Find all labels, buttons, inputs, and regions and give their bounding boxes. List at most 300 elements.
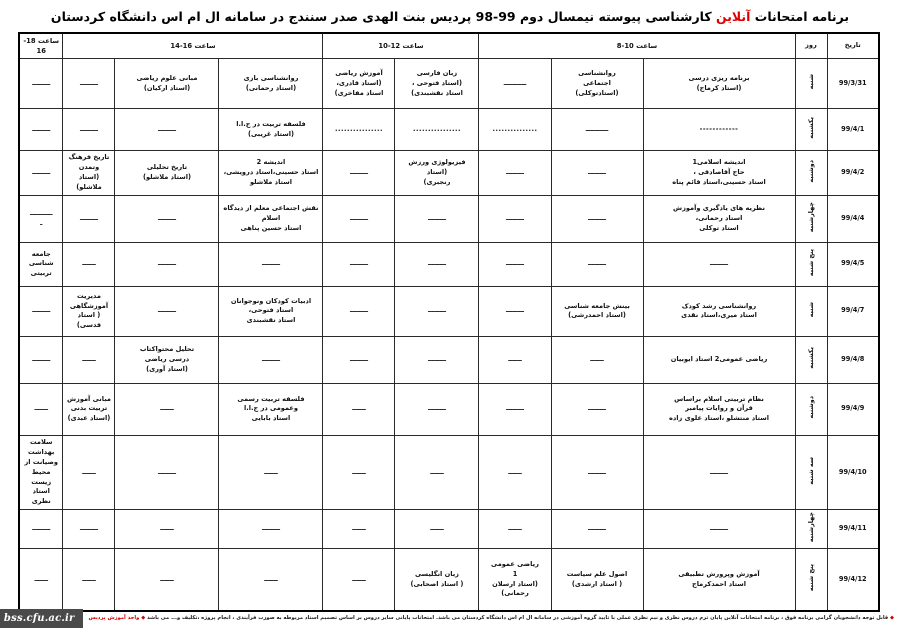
cell-line: ــــــــ (427, 306, 446, 315)
cell-line: (استاد احمدرشی) (568, 311, 626, 320)
cell-empty (643, 435, 795, 509)
cell-exam (19, 195, 63, 242)
table-row (19, 510, 879, 549)
cell-line: ــــــ (508, 354, 522, 363)
cell-line: فلسفه تربیت در ج.ا.ا (236, 119, 306, 128)
cell-line: (استاد ارسلان (492, 579, 538, 588)
cell-empty (323, 435, 395, 509)
cell-line: ــــــ (82, 354, 96, 363)
cell-day (795, 242, 827, 286)
cell-line: ............... (492, 124, 538, 133)
cell-line: برنامه ریزی درسی (688, 73, 750, 82)
day-label: شنبه (806, 301, 815, 318)
cell-line: ــــــــ (427, 404, 446, 413)
cell-empty (19, 383, 63, 435)
table-row (19, 336, 879, 383)
schedule-table-container (20, 32, 880, 612)
cell-day (795, 336, 827, 383)
cell-empty (395, 336, 479, 383)
cell-line: ( استاد قدسی) (76, 311, 102, 330)
cell-line: ــــــــ (349, 168, 368, 177)
cell-empty (19, 286, 63, 336)
cell-line: ــــــــ (587, 259, 607, 268)
cell-empty (323, 383, 395, 435)
cell-line: ــــــــــ (29, 209, 53, 218)
table-header-row (19, 33, 879, 59)
cell-line: (استاد قادری، (336, 78, 382, 87)
cell-empty (479, 109, 551, 151)
cell-empty (115, 383, 219, 435)
cell-day (795, 109, 827, 151)
cell-line: (استاد ملاشلو) (76, 173, 102, 192)
cell-exam (395, 59, 479, 109)
cell-line: ــــــــ (157, 259, 176, 268)
cell-empty (643, 242, 795, 286)
cell-line: استاد حسینی،استاد درویشی، (223, 168, 319, 177)
cell-line: استاد ملاشلو (249, 178, 292, 187)
table-row (19, 109, 879, 151)
cell-line: ــــــ (508, 467, 522, 476)
cell-day (795, 549, 827, 611)
cell-line: ــــــــ (587, 404, 607, 413)
cell-empty (219, 242, 323, 286)
table-row (19, 242, 879, 286)
cell-line: استاد مفاخری) (334, 88, 384, 97)
cell-line: (استاد عبدی) (67, 414, 111, 423)
cell-line: 1 (512, 569, 518, 578)
cell-empty (323, 242, 395, 286)
cell-exam (219, 286, 323, 336)
cell-exam (19, 435, 63, 509)
cell-line: ................ (412, 124, 462, 133)
cell-empty (323, 286, 395, 336)
cell-line: ــــــــ (79, 213, 98, 222)
cell-line: ــــــــــ (585, 124, 609, 133)
cell-date: 99/4/12 (827, 549, 879, 611)
cell-line: ــــــــ (709, 467, 729, 476)
cell-day (795, 510, 827, 549)
cell-line: آموزش ریاضی (335, 69, 383, 78)
cell-line: تحلیل محتواکتاب (139, 345, 195, 354)
cell-empty (551, 195, 643, 242)
cell-empty (643, 510, 795, 549)
cell-line: ــــــــ (32, 306, 51, 315)
cell-line: ــــــــ (79, 524, 98, 533)
cell-day (795, 59, 827, 109)
cell-line: ــــــ (352, 574, 366, 583)
cell-line: اصول علم سیاست (566, 569, 628, 578)
cell-empty (479, 435, 551, 509)
cell-empty (63, 336, 115, 383)
schedule-table (18, 32, 880, 612)
note-marker-end-icon: ◆ (141, 615, 146, 621)
cell-line: جامعه شناسی (28, 249, 54, 268)
cell-empty (63, 195, 115, 242)
cell-empty (115, 435, 219, 509)
cell-line: اسلام (261, 213, 281, 222)
day-label: دوشنبه (806, 396, 815, 419)
cell-day (795, 151, 827, 196)
cell-day (795, 383, 827, 435)
cell-line: ــــــــ (505, 306, 524, 315)
cell-date: 99/4/11 (827, 510, 879, 549)
cell-exam (551, 59, 643, 109)
header-slot-16-18: ساعت 18-16 (19, 33, 63, 59)
cell-line: ــــــــ (157, 124, 176, 133)
cell-empty (551, 151, 643, 196)
day-label: پنج شنبه (806, 564, 815, 592)
cell-line: ــــــــ (79, 124, 98, 133)
cell-line: ــــــــ (32, 78, 51, 87)
cell-line: ــــــــ (32, 524, 51, 533)
cell-empty (395, 383, 479, 435)
cell-line: (استاد غریبی) (247, 129, 295, 138)
cell-line: ( استاد ارشدی) (571, 579, 623, 588)
title-highlight: آنلاین (715, 9, 751, 24)
table-row (19, 195, 879, 242)
cell-line: ــــــــ (261, 354, 280, 363)
cell-line: ــــــــ (427, 259, 446, 268)
cell-line: ریاضی عمومی2 استاد ایوبیان (670, 354, 768, 363)
cell-empty (479, 195, 551, 242)
cell-line: رنجبری) (423, 178, 451, 187)
cell-line: استاد نظری (31, 487, 51, 506)
cell-empty (115, 510, 219, 549)
cell-line: ــــــــ (427, 354, 446, 363)
cell-line: ــــــ (160, 404, 174, 413)
cell-empty (551, 435, 643, 509)
cell-line: مدیریت آموزشگاهی (69, 291, 109, 310)
cell-empty (19, 336, 63, 383)
cell-empty (323, 109, 395, 151)
cell-day (795, 435, 827, 509)
cell-empty (323, 336, 395, 383)
cell-line: ــــــ (352, 404, 366, 413)
cell-exam (19, 242, 63, 286)
cell-date: 99/4/8 (827, 336, 879, 383)
cell-exam (551, 286, 643, 336)
cell-line: ــــــــ (157, 306, 176, 315)
cell-line: زبان انگلیسی (414, 569, 459, 578)
cell-line: روانشناسی بازی (243, 73, 299, 82)
cell-line: استاد توکلی (699, 223, 739, 232)
cell-exam (643, 286, 795, 336)
cell-line: روانشناسی رشد کودک (681, 301, 757, 310)
cell-date: 99/4/2 (827, 151, 879, 196)
cell-date: 99/4/7 (827, 286, 879, 336)
cell-empty (219, 435, 323, 509)
cell-line: اندیشه 2 (256, 158, 286, 167)
cell-empty (551, 242, 643, 286)
title-prefix: برنامه امتحانات (750, 9, 850, 24)
cell-line: ریاضی عمومی (491, 559, 539, 568)
cell-line: ــــــــ (349, 213, 368, 222)
cell-line: بینش جامعه شناسی (564, 301, 630, 310)
cell-line: استاد فتوحی، (248, 306, 294, 315)
site-url-badge[interactable] (0, 609, 83, 628)
cell-exam (115, 151, 219, 196)
cell-exam (219, 195, 323, 242)
header-date: تاریخ (827, 33, 879, 59)
cell-empty (395, 510, 479, 549)
cell-line: تاریخ فرهنگ وتمدن (68, 153, 110, 172)
table-row (19, 286, 879, 336)
day-label: شنبه (806, 74, 815, 90)
cell-line: استاد احمدکرماج (691, 579, 747, 588)
cell-exam (551, 549, 643, 611)
cell-line: (استاد ملاشلو) (142, 173, 191, 182)
cell-line: (استادتوکلی) (575, 88, 619, 97)
cell-line: استاد نقشبندی (246, 316, 296, 325)
cell-line: ــــــــ (157, 467, 176, 476)
cell-empty (479, 151, 551, 196)
cell-empty (219, 549, 323, 611)
cell-line: ------------ (699, 124, 739, 133)
cell-empty (115, 195, 219, 242)
cell-line: آموزش وپرورش تطبیقی (678, 569, 760, 578)
cell-line: ــــــــ (505, 259, 524, 268)
cell-line: فلسفه تربیت رسمی (237, 394, 305, 403)
cell-line: ( استاد اصحابی) (410, 579, 464, 588)
cell-empty (551, 383, 643, 435)
cell-line: استاد منتشلو ،استاد علوی زاده (669, 414, 769, 423)
cell-exam (219, 59, 323, 109)
cell-line: درسی ریاضی (144, 354, 190, 363)
cell-empty (479, 383, 551, 435)
cell-exam (479, 549, 551, 611)
cell-empty (219, 336, 323, 383)
cell-line: ــــــــ (587, 213, 607, 222)
cell-empty (643, 109, 795, 151)
cell-exam (63, 286, 115, 336)
cell-empty (19, 549, 63, 611)
note-marker-start-icon: ◆ (890, 615, 894, 621)
cell-line: ــــــــ (261, 259, 280, 268)
cell-empty (479, 59, 551, 109)
cell-line: ــــــــ (157, 213, 176, 222)
cell-line: ــــــــ (261, 524, 280, 533)
cell-line: ــــــ (264, 467, 278, 476)
cell-line: ــــــــ (32, 124, 51, 133)
cell-date: 99/4/10 (827, 435, 879, 509)
day-label: یکشنبه (806, 117, 815, 139)
cell-line: ــــــــ (349, 354, 368, 363)
cell-exam (219, 383, 323, 435)
cell-empty (63, 109, 115, 151)
cell-line: ــــــ (508, 524, 522, 533)
cell-exam (219, 151, 323, 196)
cell-line: ــــــــ (709, 524, 729, 533)
cell-line: ــــــ (352, 467, 366, 476)
cell-date: 99/4/4 (827, 195, 879, 242)
cell-empty (395, 109, 479, 151)
day-label: چهارشنبه (806, 512, 815, 543)
cell-empty (479, 336, 551, 383)
cell-line: ــــــ (264, 574, 278, 583)
cell-line: سلامت بهداشت (28, 437, 55, 456)
day-label: چهارشنبه (806, 201, 815, 233)
cell-day (795, 195, 827, 242)
cell-line: استاد نقشبندی) (411, 88, 463, 97)
cell-line: ــــــ (82, 259, 96, 268)
cell-exam (643, 59, 795, 109)
cell-line: ــــــــ (32, 354, 51, 363)
cell-exam (643, 195, 795, 242)
cell-line: ــــــــ (349, 306, 368, 315)
cell-empty (395, 242, 479, 286)
cell-empty (63, 435, 115, 509)
cell-line: ــــــ (82, 574, 96, 583)
cell-exam (115, 336, 219, 383)
schedule-table-body (19, 59, 879, 611)
cell-exam (643, 336, 795, 383)
cell-line: استاد بابایی (251, 414, 291, 423)
cell-exam (643, 151, 795, 196)
day-label: یکشنبه (806, 347, 815, 369)
cell-line: وصیانت از (24, 457, 58, 466)
cell-line: استاد میری،استاد نقدی (681, 311, 757, 320)
cell-line: فیزیولوژی ورزش (استاد (408, 158, 466, 177)
cell-line: ــــــــ (79, 78, 98, 87)
cell-line: ــــــــ (349, 259, 368, 268)
header-slot-8-10: ساعت 10-8 (479, 33, 795, 59)
cell-empty (395, 195, 479, 242)
day-label: پنج شنبه (806, 248, 815, 277)
cell-line: روانشناسی (578, 69, 616, 78)
cell-line: تاریخ تحلیلی (146, 163, 188, 172)
cell-exam (323, 59, 395, 109)
cell-line: اجتماعی (583, 78, 611, 87)
cell-empty (115, 286, 219, 336)
cell-empty (63, 549, 115, 611)
cell-exam (395, 549, 479, 611)
cell-line: ــــــ (430, 524, 444, 533)
cell-exam (63, 151, 115, 196)
cell-line: حاج آقاصادقی ، (693, 168, 745, 177)
cell-line: ــــــ (352, 524, 366, 533)
cell-empty (551, 336, 643, 383)
cell-line: ــــــ (430, 467, 444, 476)
cell-exam (115, 59, 219, 109)
cell-date: 99/4/9 (827, 383, 879, 435)
cell-empty (115, 242, 219, 286)
cell-line: (استاد کرماج) (696, 83, 742, 92)
cell-line: ــــــ (82, 467, 96, 476)
cell-empty (479, 286, 551, 336)
cell-exam (395, 151, 479, 196)
note-tail: واحد آموزش پردیس (88, 615, 140, 621)
cell-line: اندیشه اسلامی1 (692, 158, 746, 167)
cell-exam (643, 549, 795, 611)
cell-empty (63, 242, 115, 286)
footer (0, 606, 900, 630)
cell-exam (219, 109, 323, 151)
cell-line: ـ (40, 218, 43, 227)
cell-empty (323, 549, 395, 611)
cell-line: محیط زیست (31, 467, 52, 486)
header-slot-10-12: ساعت 12-10 (323, 33, 479, 59)
cell-line: قرآن و روایات پیامبر (685, 404, 753, 413)
note-text: قابل توجه دانشجویان گرامی برنامه فوق ، برنامه امتحانات آنلاین پایان ترم دروس نظری و نیم نظری عملی با تایید گروه آموزشی در سامانه ال ام اس دانشگاه کردستان می باشد. امتحانات پایانی سایر دروس بر اساس تصمیم استاد مربوطه به صورت فرآیندی ، انجام پروژه ،تکلیف و... می باشد (147, 615, 889, 621)
cell-empty (479, 510, 551, 549)
cell-line: ــــــــ (709, 259, 729, 268)
cell-date: 99/3/31 (827, 59, 879, 109)
cell-line: ــــــــ (32, 168, 51, 177)
cell-line: ــــــــ (505, 213, 524, 222)
cell-line: (استاد رحمانی) (245, 83, 297, 92)
footer-note (83, 615, 900, 621)
cell-line: نظام تربیتی اسلام براساس (674, 394, 764, 403)
site-url-text: bss.cfu.ac.ir (3, 612, 75, 624)
cell-line: ــــــــ (505, 404, 524, 413)
cell-line: (استاد آوری) (146, 364, 188, 373)
cell-line: رحمانی) (501, 589, 529, 598)
cell-empty (323, 195, 395, 242)
table-row (19, 383, 879, 435)
cell-line: ــــــــ (427, 213, 446, 222)
cell-line: ــــــــ (587, 524, 607, 533)
cell-line: (استاد فتوحی ، (411, 78, 462, 87)
cell-line: ــــــ (160, 574, 174, 583)
cell-empty (551, 109, 643, 151)
title-suffix: کارشناسی پیوسته نیمسال دوم 99-98 پردیس بنت الهدی صدر سنندج در سامانه ال ام اس دانشگاه کردستان (50, 9, 716, 24)
cell-line: ــــــــ (505, 168, 524, 177)
cell-line: ــــــــ (587, 467, 607, 476)
cell-line: استاد حسین پناهی (240, 223, 302, 232)
cell-line: ــــــ (590, 354, 604, 363)
cell-day (795, 286, 827, 336)
day-label: دوشنبه (806, 159, 815, 183)
cell-line: نظریه های یادگیری وآموزش (673, 204, 765, 213)
cell-empty (219, 510, 323, 549)
cell-line: زبان فارسی (416, 69, 458, 78)
cell-line: وعمومی در ج.ا.ا (244, 404, 298, 413)
table-row (19, 549, 879, 611)
header-slot-14-16: ساعت 16-14 (63, 33, 323, 59)
cell-empty (19, 151, 63, 196)
cell-empty (395, 435, 479, 509)
cell-line: استاد رحمانی، (695, 213, 743, 222)
cell-empty (19, 510, 63, 549)
cell-line: مبانی علوم ریاضی (136, 73, 198, 82)
day-label: سه شنبه (806, 456, 815, 485)
cell-exam (63, 383, 115, 435)
cell-empty (63, 510, 115, 549)
cell-line: مبانی آموزش تربیت بدنی (66, 394, 112, 413)
cell-empty (63, 59, 115, 109)
cell-line: ــــــ (160, 524, 174, 533)
cell-empty (115, 549, 219, 611)
cell-line: (استاد ارکیان) (143, 83, 191, 92)
cell-line: استاد حسینی،استاد قائم پناه (672, 178, 766, 187)
cell-date: 99/4/1 (827, 109, 879, 151)
page-title (0, 0, 900, 30)
cell-empty (323, 151, 395, 196)
cell-line: نقش اجتماعی معلم از دیدگاه (223, 204, 319, 213)
cell-line: ادبیات کودکان ونوجوانان (230, 296, 312, 305)
cell-line: ــــــ (34, 574, 48, 583)
cell-line: تربیتی (30, 269, 52, 278)
cell-empty (19, 59, 63, 109)
cell-empty (19, 109, 63, 151)
cell-date: 99/4/5 (827, 242, 879, 286)
cell-exam (643, 383, 795, 435)
cell-line: ــــــــ (587, 168, 607, 177)
cell-line: ................ (334, 124, 384, 133)
cell-empty (479, 242, 551, 286)
cell-empty (115, 109, 219, 151)
table-row (19, 435, 879, 509)
